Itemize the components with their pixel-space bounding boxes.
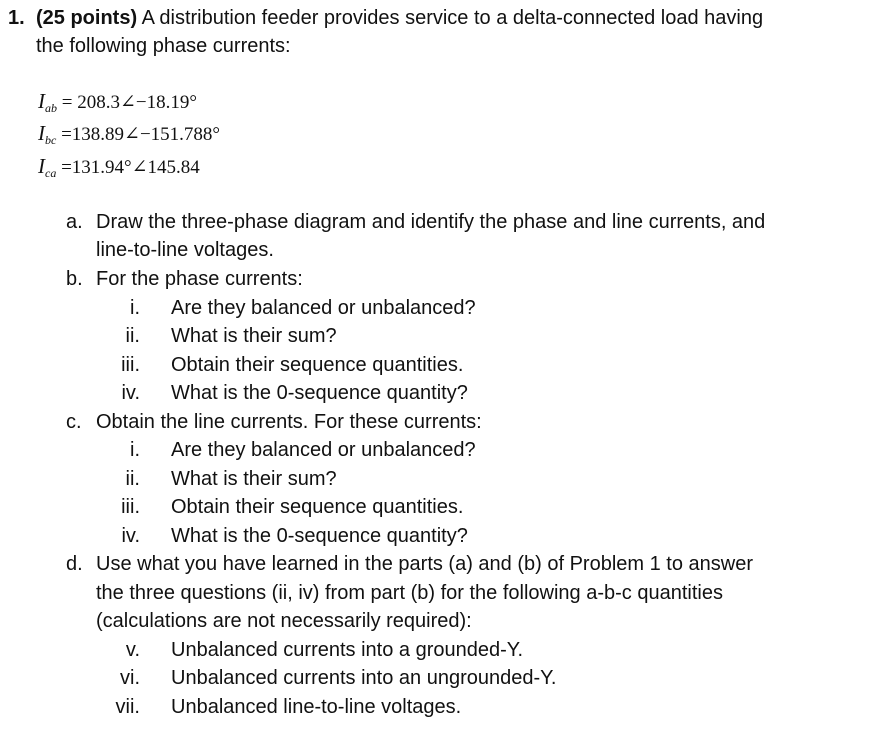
part-b-item-label: iii.	[121, 354, 140, 376]
problem-points: (25 points)	[36, 7, 138, 29]
problem-intro	[36, 6, 763, 30]
part-c-text: Obtain the line currents. For these currents:	[96, 411, 482, 433]
part-a-label: a.	[66, 211, 83, 233]
equation-ibc: $I_{bc}$ =138.89∠−151.788°	[38, 121, 221, 147]
part-d-line1: Use what you have learned in the parts (a) and (b) of Problem 1 to answer	[96, 553, 754, 575]
part-d-item-text: Unbalanced currents into an ungrounded-Y.	[171, 667, 557, 689]
problem-intro-line1: A distribution feeder provides service to a delta-connected load having	[137, 7, 764, 29]
part-d-item-text: Unbalanced currents into a grounded-Y.	[171, 639, 524, 661]
part-c-item-label: iii.	[121, 496, 140, 518]
part-b-item-label: iv.	[121, 382, 140, 404]
part-d-line3: (calculations are not necessarily required):	[96, 610, 472, 632]
problem-intro-line2: the following phase currents:	[36, 35, 291, 57]
part-b-item-label: i.	[130, 297, 140, 319]
part-b-text: For the phase currents:	[96, 268, 303, 290]
part-a-line1: Draw the three-phase diagram and identify the phase and line currents, and	[96, 211, 766, 233]
problem-number: 1.	[8, 7, 25, 29]
part-b-item-text: Are they balanced or unbalanced?	[171, 297, 476, 319]
part-b-item-text: Obtain their sequence quantities.	[171, 354, 464, 376]
part-b-item-label: ii.	[125, 325, 140, 347]
part-d-line2: the three questions (ii, iv) from part (b) for the following a-b-c quantities	[96, 582, 723, 604]
equation-ica: $I_{ca}$ =131.94°∠145.84	[38, 154, 200, 180]
part-c-item-text: What is their sum?	[171, 468, 337, 490]
equation-iab: $I_{ab}$ = 208.3∠−18.19°	[38, 89, 197, 115]
part-d-label: d.	[66, 553, 83, 575]
part-b-label: b.	[66, 268, 83, 290]
part-d-item-label: vi.	[120, 667, 140, 689]
part-c-item-label: i.	[130, 439, 140, 461]
part-b-item-text: What is their sum?	[171, 325, 337, 347]
part-d-item-text: Unbalanced line-to-line voltages.	[171, 696, 462, 718]
part-d-item-label: vii.	[115, 696, 140, 718]
part-c-item-label: ii.	[125, 468, 140, 490]
part-c-item-text: Are they balanced or unbalanced?	[171, 439, 476, 461]
part-c-label: c.	[66, 411, 82, 433]
part-c-item-label: iv.	[121, 525, 140, 547]
part-a-line2: line-to-line voltages.	[96, 239, 274, 261]
part-c-item-text: What is the 0-sequence quantity?	[171, 525, 468, 547]
part-b-item-text: What is the 0-sequence quantity?	[171, 382, 468, 404]
part-d-item-label: v.	[125, 639, 140, 661]
part-c-item-text: Obtain their sequence quantities.	[171, 496, 464, 518]
